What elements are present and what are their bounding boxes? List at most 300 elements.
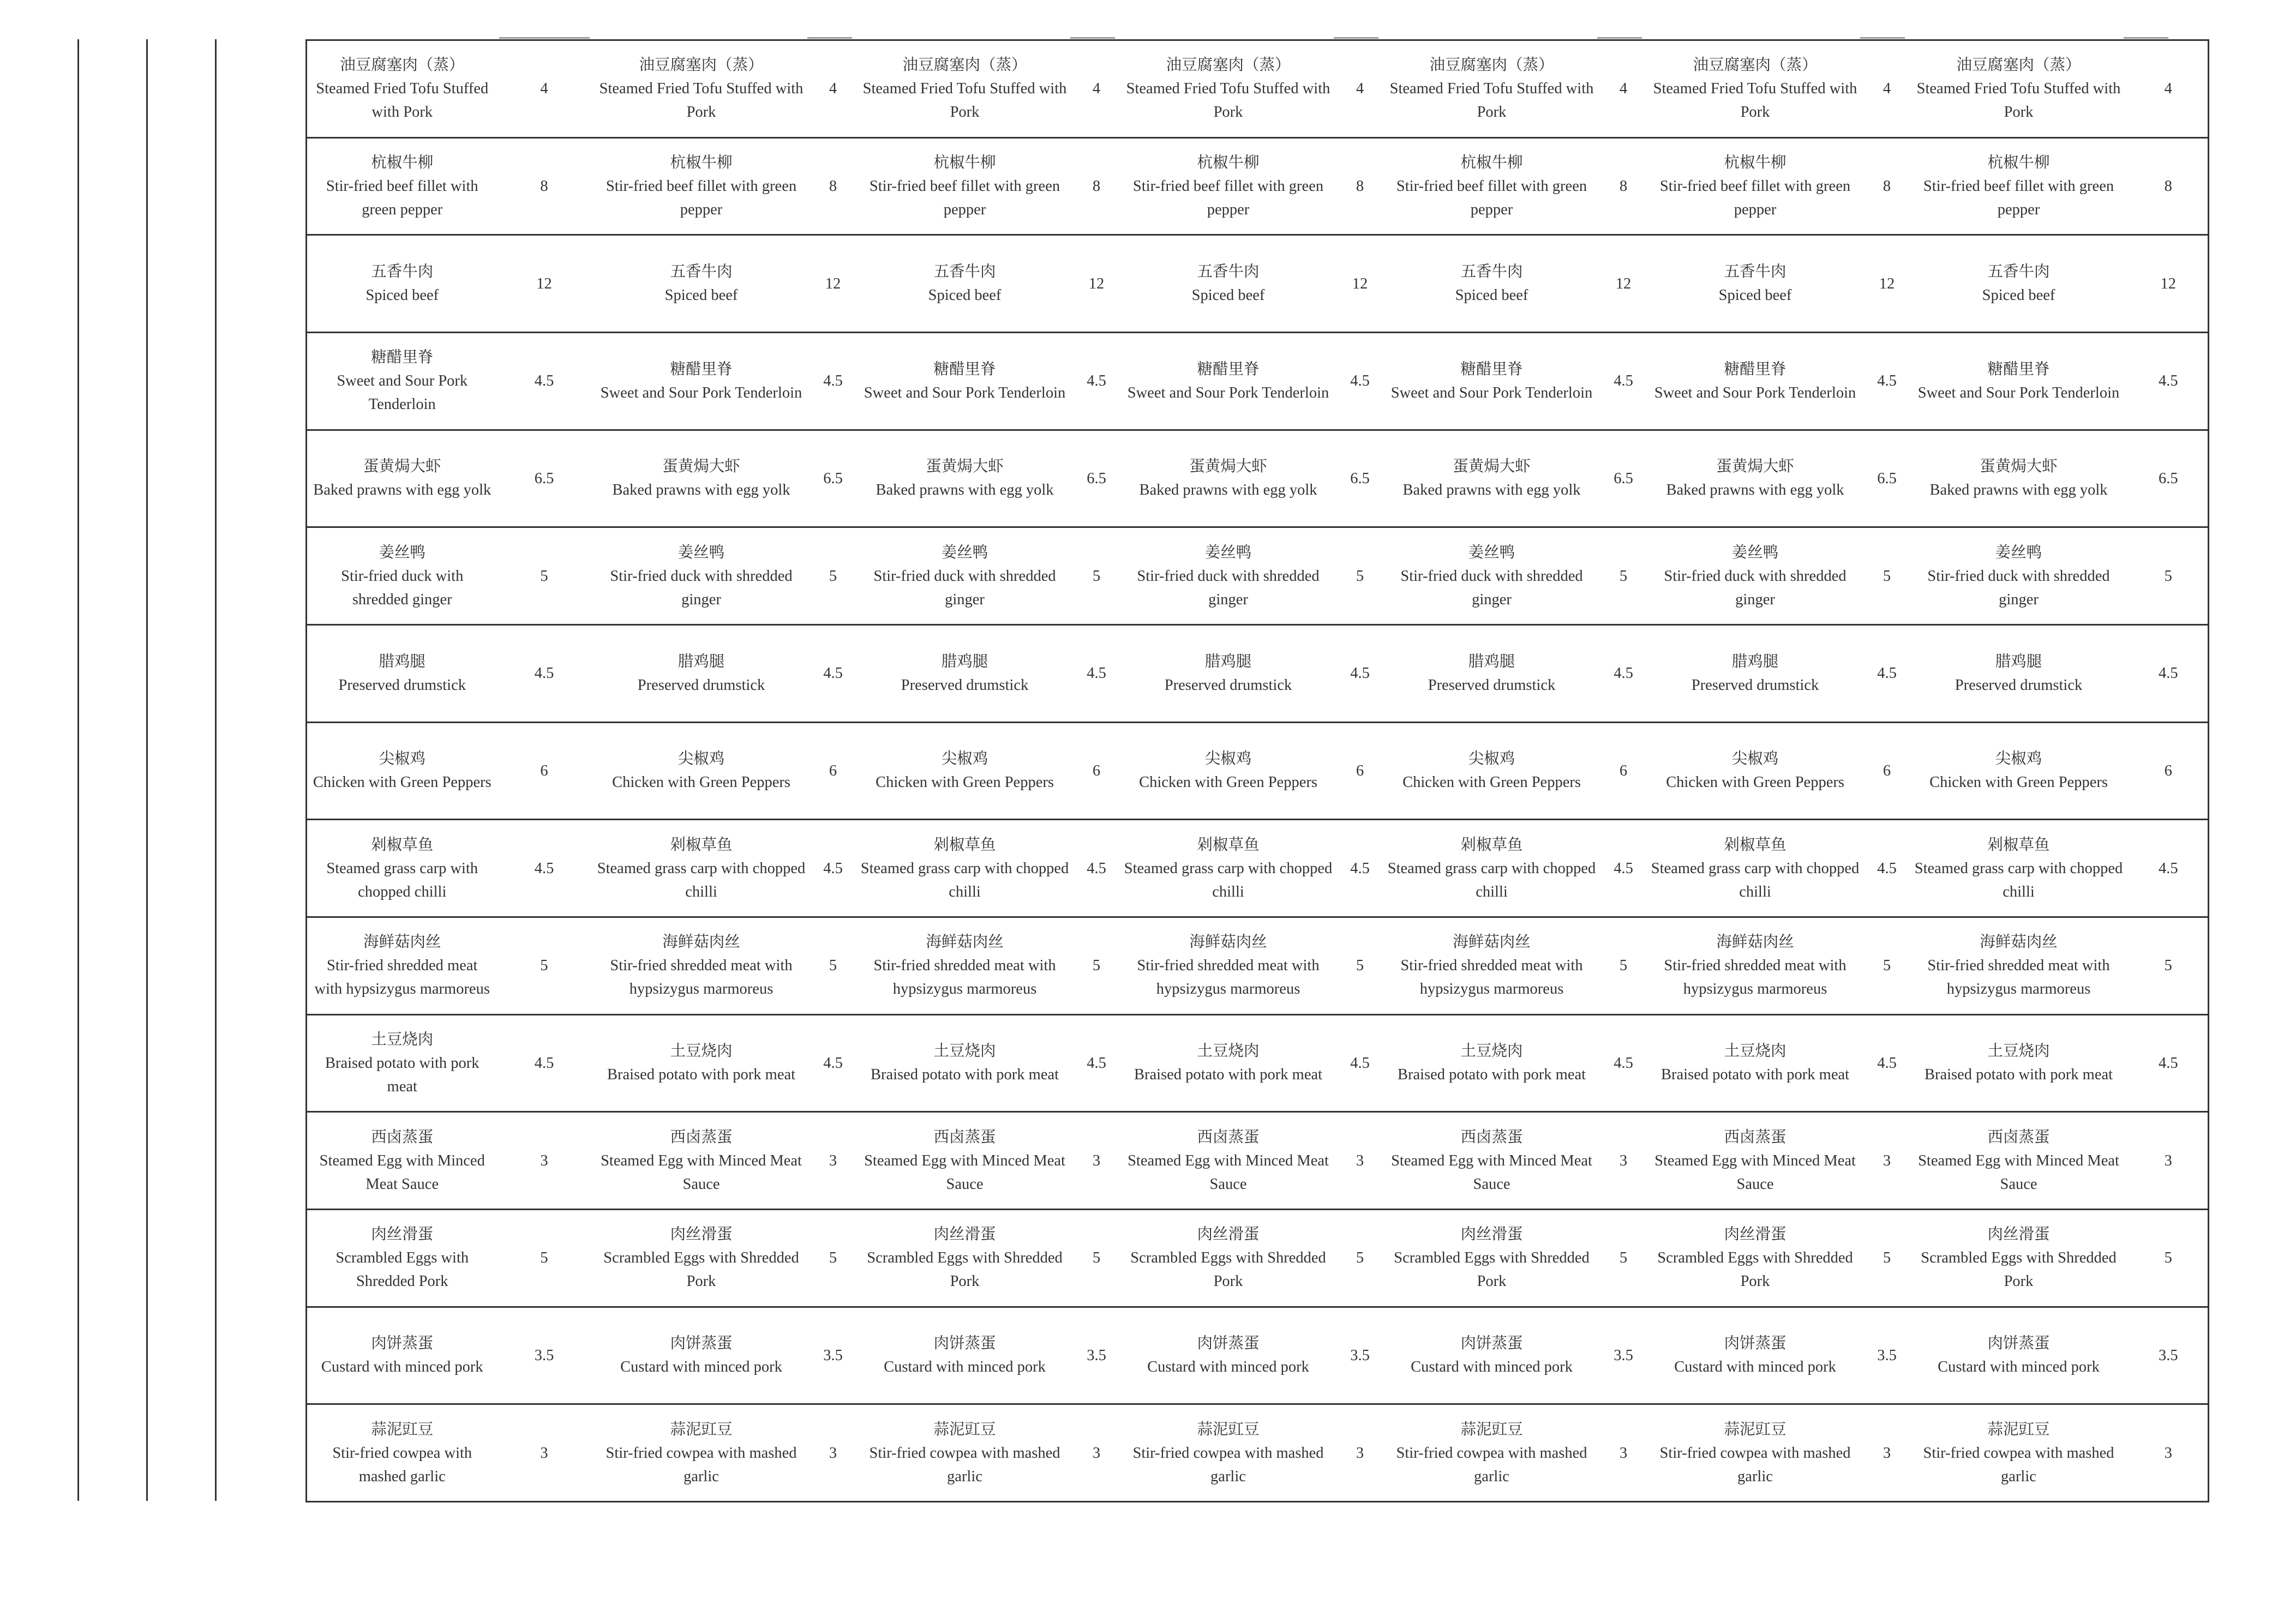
- dish-cell: [855, 624, 1075, 722]
- dish-cell: [591, 820, 812, 917]
- dish-cell: [591, 1014, 812, 1112]
- dish-cell: [591, 332, 812, 430]
- dish-cell: [855, 527, 1075, 625]
- dish-name-zh: 剁椒草鱼: [1197, 836, 1260, 853]
- dish-price: 3.5: [497, 1307, 591, 1404]
- dish-price: 5: [1075, 527, 1118, 625]
- dish-name-zh: 五香牛肉: [371, 263, 434, 281]
- dish-cell: [1118, 40, 1339, 138]
- dish-name-zh: 蒜泥豇豆: [1460, 1421, 1523, 1438]
- dish-name-en: Steamed grass carp with chopped chilli: [597, 859, 806, 900]
- dish-price: 3: [1075, 1112, 1118, 1210]
- dish-name-en: Preserved drumstick: [338, 676, 466, 694]
- dish-cell: [1909, 624, 2129, 722]
- dish-price: 4.5: [812, 820, 855, 917]
- dish-name-zh: 糖醋里脊: [933, 360, 996, 378]
- dish-name-en: Baked prawns with egg yolk: [1402, 482, 1581, 499]
- dish-cell: [307, 1404, 497, 1502]
- dish-name-zh: 肉饼蒸蛋: [933, 1335, 996, 1352]
- dish-cell: [1909, 1404, 2129, 1502]
- dish-price: 4.5: [1339, 624, 1382, 722]
- dish-price: 3: [1602, 1112, 1645, 1210]
- dish-price: 12: [2129, 235, 2209, 333]
- dish-price: 4: [1339, 40, 1382, 138]
- dish-cell: [1118, 527, 1339, 625]
- dish-name-zh: 肉丝滑蛋: [1724, 1226, 1787, 1243]
- dish-name-en: Preserved drumstick: [637, 676, 765, 694]
- dish-name-zh: 蛋黄焗大虾: [662, 458, 740, 476]
- dish-name-en: Steamed Egg with Minced Meat Sauce: [1918, 1152, 2119, 1193]
- dish-name-zh: 尖椒鸡: [1468, 750, 1515, 768]
- dish-price: 4.5: [1866, 820, 1909, 917]
- dish-cell: [855, 722, 1075, 820]
- dish-cell: [1118, 137, 1339, 235]
- dish-name-zh: 尖椒鸡: [941, 750, 988, 768]
- dish-name-zh: 尖椒鸡: [1995, 750, 2042, 768]
- dish-price: 4.5: [1602, 1014, 1645, 1112]
- dish-price: 8: [497, 137, 591, 235]
- dish-name-en: Custard with minced pork: [321, 1358, 483, 1376]
- dish-cell: [307, 1209, 497, 1307]
- dish-name-zh: 肉饼蒸蛋: [670, 1335, 733, 1352]
- dish-cell: [1118, 1307, 1339, 1404]
- dish-price: 5: [2129, 917, 2209, 1014]
- column-top-rule: [1070, 37, 1115, 39]
- dish-name-zh: 蒜泥豇豆: [933, 1421, 996, 1438]
- dish-price: 6: [497, 722, 591, 820]
- dish-name-zh: 姜丝鸭: [1204, 544, 1252, 561]
- dish-name-en: Spiced beef: [928, 287, 1002, 304]
- dish-name-en: Scrambled Eggs with Shredded Pork: [1130, 1249, 1326, 1290]
- menu-table: [305, 39, 2209, 1502]
- dish-price: 3.5: [1866, 1307, 1909, 1404]
- dish-cell: [1909, 1112, 2129, 1210]
- dish-name-zh: 油豆腐塞肉（蒸）: [340, 57, 465, 74]
- dish-name-en: Scrambled Eggs with Shredded Pork: [1657, 1249, 1853, 1290]
- dish-name-zh: 尖椒鸡: [379, 750, 425, 768]
- menu-row: [307, 1209, 2209, 1307]
- dish-name-en: Steamed grass carp with chopped chilli: [860, 859, 1069, 900]
- dish-cell: [1645, 332, 1866, 430]
- dish-name-en: Custard with minced pork: [1411, 1358, 1573, 1376]
- dish-name-zh: 蒜泥豇豆: [1987, 1421, 2050, 1438]
- dish-name-en: Preserved drumstick: [1955, 676, 2083, 694]
- dish-price: 4.5: [1602, 820, 1645, 917]
- dish-name-zh: 西卤蒸蛋: [933, 1128, 996, 1146]
- dish-price: 12: [1075, 235, 1118, 333]
- dish-name-en: Steamed grass carp with chopped chilli: [1651, 859, 1860, 900]
- dish-name-en: Steamed Egg with Minced Meat Sauce: [864, 1152, 1065, 1193]
- dish-name-zh: 肉丝滑蛋: [933, 1226, 996, 1243]
- dish-cell: [1382, 137, 1602, 235]
- menu-row: [307, 430, 2209, 527]
- dish-cell: [1909, 332, 2129, 430]
- dish-cell: [307, 332, 497, 430]
- dish-name-zh: 杭椒牛柳: [1460, 154, 1523, 171]
- dish-name-zh: 海鲜菇肉丝: [926, 934, 1004, 951]
- dish-cell: [1118, 1112, 1339, 1210]
- dish-price: 4.5: [1339, 1014, 1382, 1112]
- dish-name-en: Sweet and Sour Pork Tenderloin: [1917, 384, 2120, 401]
- dish-cell: [591, 430, 812, 527]
- dish-name-en: Spiced beef: [1191, 287, 1265, 304]
- dish-cell: [1645, 137, 1866, 235]
- dish-name-zh: 姜丝鸭: [941, 544, 988, 561]
- dish-price: 3: [2129, 1404, 2209, 1502]
- dish-price: 6.5: [812, 430, 855, 527]
- column-top-rule: [2124, 37, 2168, 39]
- dish-price: 3.5: [2129, 1307, 2209, 1404]
- dish-price: 12: [497, 235, 591, 333]
- dish-name-zh: 腊鸡腿: [1995, 653, 2042, 670]
- dish-name-en: Scrambled Eggs with Shredded Pork: [603, 1249, 799, 1290]
- left-margin-rule: [215, 39, 217, 1501]
- dish-name-en: Stir-fried cowpea with mashed garlic: [869, 1444, 1060, 1485]
- dish-name-en: Chicken with Green Peppers: [876, 774, 1054, 791]
- dish-name-zh: 姜丝鸭: [1468, 544, 1515, 561]
- dish-name-zh: 杭椒牛柳: [1724, 154, 1787, 171]
- dish-name-zh: 海鲜菇肉丝: [363, 934, 441, 951]
- dish-price: 3.5: [812, 1307, 855, 1404]
- dish-name-en: Steamed grass carp with chopped chilli: [1387, 859, 1596, 900]
- dish-cell: [591, 40, 812, 138]
- dish-name-zh: 蛋黄焗大虾: [926, 458, 1004, 476]
- dish-name-en: Steamed Fried Tofu Stuffed with Pork: [1389, 80, 1594, 121]
- dish-name-en: Stir-fried beef fillet with green pepper: [1396, 177, 1587, 218]
- dish-cell: [1382, 917, 1602, 1014]
- dish-name-zh: 油豆腐塞肉（蒸）: [1956, 57, 2081, 74]
- dish-name-en: Braised potato with pork meat: [1397, 1066, 1586, 1084]
- dish-name-en: Chicken with Green Peppers: [1402, 774, 1581, 791]
- menu-row: [307, 40, 2209, 138]
- dish-name-zh: 五香牛肉: [1987, 263, 2050, 281]
- dish-name-en: Preserved drumstick: [901, 676, 1029, 694]
- dish-name-en: Scrambled Eggs with Shredded Pork: [1394, 1249, 1590, 1290]
- dish-name-zh: 蒜泥豇豆: [371, 1421, 434, 1438]
- dish-cell: [307, 40, 497, 138]
- dish-price: 6.5: [1602, 430, 1645, 527]
- dish-cell: [591, 917, 812, 1014]
- dish-price: 5: [2129, 527, 2209, 625]
- left-margin-rule: [146, 39, 148, 1501]
- dish-cell: [1645, 1307, 1866, 1404]
- dish-name-zh: 肉饼蒸蛋: [1724, 1335, 1787, 1352]
- dish-name-zh: 海鲜菇肉丝: [662, 934, 740, 951]
- dish-cell: [1118, 722, 1339, 820]
- dish-price: 3: [812, 1112, 855, 1210]
- dish-name-zh: 腊鸡腿: [941, 653, 988, 670]
- dish-name-zh: 尖椒鸡: [1731, 750, 1779, 768]
- dish-name-en: Steamed grass carp with chopped chilli: [1124, 859, 1333, 900]
- dish-name-en: Baked prawns with egg yolk: [313, 482, 491, 499]
- dish-price: 3: [1866, 1112, 1909, 1210]
- dish-name-zh: 腊鸡腿: [1731, 653, 1779, 670]
- dish-price: 4: [497, 40, 591, 138]
- dish-cell: [591, 527, 812, 625]
- dish-name-zh: 海鲜菇肉丝: [1189, 934, 1267, 951]
- dish-price: 5: [1339, 917, 1382, 1014]
- dish-name-zh: 剁椒草鱼: [1724, 836, 1787, 853]
- menu-row: [307, 527, 2209, 625]
- dish-name-en: Stir-fried cowpea with mashed garlic: [1132, 1444, 1324, 1485]
- column-top-rule: [1334, 37, 1378, 39]
- menu-body: [307, 40, 2209, 1502]
- menu-row: [307, 624, 2209, 722]
- dish-name-en: Stir-fried beef fillet with green pepper: [606, 177, 797, 218]
- dish-cell: [591, 1209, 812, 1307]
- menu-row: [307, 1307, 2209, 1404]
- dish-name-zh: 姜丝鸭: [678, 544, 725, 561]
- dish-price: 4.5: [1075, 820, 1118, 917]
- dish-name-zh: 糖醋里脊: [670, 360, 733, 378]
- dish-price: 6: [812, 722, 855, 820]
- dish-name-en: Spiced beef: [365, 287, 439, 304]
- dish-cell: [307, 1112, 497, 1210]
- dish-name-zh: 油豆腐塞肉（蒸）: [639, 57, 764, 74]
- dish-name-zh: 西卤蒸蛋: [670, 1128, 733, 1146]
- dish-price: 5: [1602, 917, 1645, 1014]
- dish-price: 5: [1602, 527, 1645, 625]
- dish-name-en: Chicken with Green Peppers: [313, 774, 491, 791]
- dish-cell: [307, 917, 497, 1014]
- dish-cell: [855, 1112, 1075, 1210]
- dish-cell: [1645, 1209, 1866, 1307]
- dish-name-zh: 土豆烧肉: [933, 1043, 996, 1060]
- dish-cell: [1382, 1112, 1602, 1210]
- dish-price: 3: [497, 1112, 591, 1210]
- dish-name-zh: 五香牛肉: [1197, 263, 1260, 281]
- dish-cell: [1382, 1209, 1602, 1307]
- dish-price: 3: [812, 1404, 855, 1502]
- dish-cell: [1909, 1209, 2129, 1307]
- dish-cell: [855, 1209, 1075, 1307]
- dish-cell: [1118, 430, 1339, 527]
- menu-row: [307, 722, 2209, 820]
- dish-name-zh: 尖椒鸡: [1204, 750, 1252, 768]
- dish-cell: [1645, 235, 1866, 333]
- dish-price: 5: [1866, 527, 1909, 625]
- dish-name-en: Baked prawns with egg yolk: [1929, 482, 2108, 499]
- dish-name-zh: 蒜泥豇豆: [1724, 1421, 1787, 1438]
- dish-cell: [1645, 917, 1866, 1014]
- dish-name-en: Stir-fried duck with shredded ginger: [1664, 567, 1847, 608]
- dish-price: 5: [497, 1209, 591, 1307]
- dish-name-zh: 糖醋里脊: [371, 349, 434, 366]
- dish-name-zh: 肉饼蒸蛋: [1987, 1335, 2050, 1352]
- dish-name-en: Preserved drumstick: [1691, 676, 1819, 694]
- dish-name-en: Custard with minced pork: [1147, 1358, 1309, 1376]
- dish-name-zh: 剁椒草鱼: [371, 836, 434, 853]
- dish-price: 4.5: [1339, 820, 1382, 917]
- dish-cell: [1645, 430, 1866, 527]
- dish-name-en: Braised potato with pork meat: [1660, 1066, 1850, 1084]
- dish-name-en: Chicken with Green Peppers: [612, 774, 790, 791]
- dish-name-en: Baked prawns with egg yolk: [876, 482, 1054, 499]
- dish-cell: [591, 624, 812, 722]
- dish-cell: [307, 722, 497, 820]
- dish-price: 4: [2129, 40, 2209, 138]
- dish-name-en: Stir-fried cowpea with mashed garlic: [332, 1444, 472, 1485]
- dish-name-zh: 杭椒牛柳: [670, 154, 733, 171]
- dish-price: 12: [812, 235, 855, 333]
- dish-price: 3: [497, 1404, 591, 1502]
- dish-price: 3.5: [1339, 1307, 1382, 1404]
- dish-cell: [591, 1307, 812, 1404]
- dish-cell: [1118, 1404, 1339, 1502]
- menu-row: [307, 1404, 2209, 1502]
- dish-price: 6: [1866, 722, 1909, 820]
- dish-cell: [855, 1014, 1075, 1112]
- dish-name-zh: 腊鸡腿: [1204, 653, 1252, 670]
- dish-name-zh: 土豆烧肉: [670, 1043, 733, 1060]
- dish-price: 6: [1339, 722, 1382, 820]
- dish-price: 4: [1602, 40, 1645, 138]
- dish-price: 5: [497, 527, 591, 625]
- dish-name-en: Braised potato with pork meat: [607, 1066, 796, 1084]
- dish-name-en: Scrambled Eggs with Shredded Pork: [1921, 1249, 2117, 1290]
- dish-name-zh: 肉饼蒸蛋: [1460, 1335, 1523, 1352]
- dish-cell: [1382, 527, 1602, 625]
- dish-cell: [1382, 430, 1602, 527]
- dish-cell: [1909, 1307, 2129, 1404]
- dish-name-zh: 肉丝滑蛋: [1460, 1226, 1523, 1243]
- dish-name-zh: 西卤蒸蛋: [1987, 1128, 2050, 1146]
- dish-name-en: Stir-fried beef fillet with green pepper: [326, 177, 478, 218]
- dish-price: 4.5: [497, 1014, 591, 1112]
- dish-name-en: Steamed Fried Tofu Stuffed with Pork: [1653, 80, 1857, 121]
- dish-name-en: Steamed Egg with Minced Meat Sauce: [319, 1152, 485, 1193]
- dish-name-en: Stir-fried shredded meat with hypsizygus marmoreus: [1400, 957, 1583, 998]
- dish-name-zh: 糖醋里脊: [1197, 360, 1260, 378]
- dish-cell: [1909, 430, 2129, 527]
- dish-price: 4.5: [2129, 332, 2209, 430]
- dish-cell: [855, 1404, 1075, 1502]
- dish-name-en: Spiced beef: [664, 287, 738, 304]
- dish-cell: [855, 820, 1075, 917]
- column-top-rule: [499, 37, 590, 39]
- dish-cell: [1645, 1404, 1866, 1502]
- dish-name-en: Chicken with Green Peppers: [1666, 774, 1844, 791]
- dish-cell: [1909, 917, 2129, 1014]
- dish-cell: [1645, 1112, 1866, 1210]
- dish-name-en: Stir-fried shredded meat with hypsizygus marmoreus: [873, 957, 1056, 998]
- dish-name-en: Steamed Fried Tofu Stuffed with Pork: [862, 80, 1067, 121]
- dish-name-zh: 西卤蒸蛋: [1197, 1128, 1260, 1146]
- dish-name-zh: 油豆腐塞肉（蒸）: [902, 57, 1027, 74]
- dish-name-en: Sweet and Sour Pork Tenderloin: [337, 372, 468, 413]
- dish-cell: [1382, 1404, 1602, 1502]
- dish-price: 12: [1866, 235, 1909, 333]
- dish-price: 4: [812, 40, 855, 138]
- dish-price: 12: [1602, 235, 1645, 333]
- dish-name-zh: 腊鸡腿: [379, 653, 425, 670]
- dish-cell: [1382, 722, 1602, 820]
- dish-name-en: Baked prawns with egg yolk: [1139, 482, 1317, 499]
- dish-cell: [307, 137, 497, 235]
- dish-name-zh: 土豆烧肉: [1197, 1043, 1260, 1060]
- dish-price: 3: [1602, 1404, 1645, 1502]
- dish-name-en: Preserved drumstick: [1164, 676, 1292, 694]
- dish-price: 4.5: [497, 624, 591, 722]
- dish-cell: [307, 430, 497, 527]
- dish-price: 4.5: [1866, 332, 1909, 430]
- dish-price: 12: [1339, 235, 1382, 333]
- dish-price: 5: [812, 1209, 855, 1307]
- dish-cell: [1118, 1014, 1339, 1112]
- dish-name-zh: 糖醋里脊: [1987, 360, 2050, 378]
- dish-name-zh: 油豆腐塞肉（蒸）: [1166, 57, 1291, 74]
- dish-name-en: Sweet and Sour Pork Tenderloin: [600, 384, 802, 401]
- menu-row: [307, 820, 2209, 917]
- dish-name-zh: 蒜泥豇豆: [1197, 1421, 1260, 1438]
- dish-name-en: Steamed Egg with Minced Meat Sauce: [1391, 1152, 1592, 1193]
- dish-name-en: Braised potato with pork meat: [325, 1054, 479, 1095]
- dish-name-zh: 海鲜菇肉丝: [1453, 934, 1531, 951]
- dish-name-zh: 杭椒牛柳: [1197, 154, 1260, 171]
- dish-name-en: Spiced beef: [1982, 287, 2055, 304]
- dish-price: 5: [1075, 917, 1118, 1014]
- dish-cell: [307, 1307, 497, 1404]
- dish-name-en: Stir-fried duck with shredded ginger: [1137, 567, 1320, 608]
- dish-cell: [855, 917, 1075, 1014]
- dish-cell: [1645, 40, 1866, 138]
- dish-price: 8: [2129, 137, 2209, 235]
- dish-cell: [1382, 235, 1602, 333]
- dish-name-en: Stir-fried cowpea with mashed garlic: [1923, 1444, 2114, 1485]
- menu-row: [307, 137, 2209, 235]
- dish-name-zh: 西卤蒸蛋: [371, 1128, 434, 1146]
- dish-cell: [1645, 624, 1866, 722]
- dish-name-en: Steamed Egg with Minced Meat Sauce: [1128, 1152, 1329, 1193]
- dish-name-zh: 肉丝滑蛋: [371, 1226, 434, 1243]
- dish-name-zh: 剁椒草鱼: [1987, 836, 2050, 853]
- dish-name-zh: 土豆烧肉: [1460, 1043, 1523, 1060]
- dish-price: 4.5: [812, 624, 855, 722]
- dish-name-en: Stir-fried beef fillet with green pepper: [1132, 177, 1324, 218]
- dish-price: 4.5: [1075, 624, 1118, 722]
- dish-name-zh: 肉饼蒸蛋: [371, 1335, 434, 1352]
- dish-price: 6.5: [2129, 430, 2209, 527]
- dish-name-en: Stir-fried shredded meat with hypsizygus marmoreus: [610, 957, 793, 998]
- dish-cell: [307, 624, 497, 722]
- menu-row: [307, 917, 2209, 1014]
- dish-price: 5: [1602, 1209, 1645, 1307]
- dish-name-en: Steamed grass carp with chopped chilli: [326, 859, 478, 900]
- column-top-rule: [1860, 37, 1905, 39]
- dish-name-en: Steamed Fried Tofu Stuffed with Pork: [316, 80, 489, 121]
- dish-price: 8: [1075, 137, 1118, 235]
- dish-name-zh: 剁椒草鱼: [933, 836, 996, 853]
- dish-name-zh: 蛋黄焗大虾: [1453, 458, 1531, 476]
- dish-name-zh: 西卤蒸蛋: [1460, 1128, 1523, 1146]
- dish-price: 4.5: [497, 820, 591, 917]
- dish-name-zh: 杭椒牛柳: [933, 154, 996, 171]
- dish-cell: [1118, 917, 1339, 1014]
- dish-price: 5: [2129, 1209, 2209, 1307]
- dish-name-zh: 肉丝滑蛋: [670, 1226, 733, 1243]
- menu-row: [307, 1112, 2209, 1210]
- dish-price: 4.5: [812, 332, 855, 430]
- dish-name-en: Steamed Fried Tofu Stuffed with Pork: [599, 80, 804, 121]
- dish-cell: [855, 332, 1075, 430]
- dish-name-zh: 蛋黄焗大虾: [1189, 458, 1267, 476]
- dish-price: 8: [812, 137, 855, 235]
- column-top-rule: [807, 37, 852, 39]
- dish-cell: [1909, 722, 2129, 820]
- dish-name-en: Steamed Fried Tofu Stuffed with Pork: [1126, 80, 1330, 121]
- dish-price: 5: [1866, 917, 1909, 1014]
- dish-cell: [855, 137, 1075, 235]
